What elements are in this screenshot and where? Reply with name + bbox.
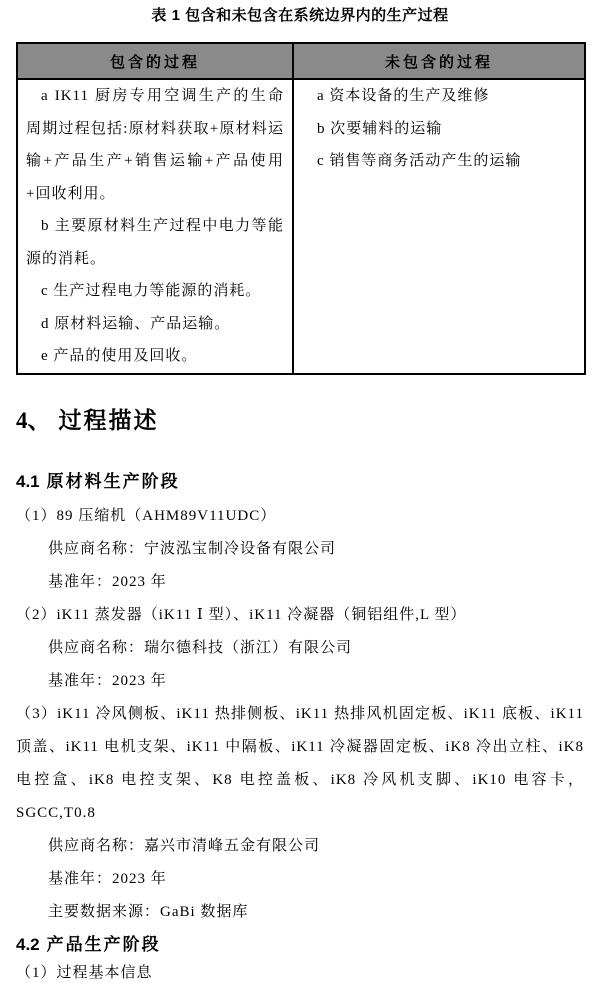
- document-page: [0, 6, 600, 990]
- included-item-d: d 原材料运输、产品运输。: [41, 315, 231, 332]
- header-excluded-processes: 未包含的过程: [293, 43, 585, 79]
- section-4-1-number: 4.1: [16, 471, 40, 491]
- table-header-row: [17, 43, 585, 79]
- cell-included-processes: [17, 79, 293, 374]
- included-item-e: e 产品的使用及回收。: [41, 348, 198, 364]
- table-body-row: [17, 79, 585, 374]
- raw-material-item-2-head: （2）iK11 蒸发器（iK11 Ⅰ 型）、iK11 冷凝器（铜铝组件,L 型）: [16, 606, 467, 623]
- product-stage-item-1-head: （1）过程基本信息: [16, 964, 153, 981]
- header-included-processes: 包含的过程: [17, 43, 293, 79]
- raw-material-item-1-supplier: 供应商名称：宁波泓宝制冷设备有限公司: [48, 540, 337, 557]
- raw-material-item-1-head: （1）89 压缩机（AHM89V11UDC）: [16, 507, 277, 524]
- raw-material-data-source: 主要数据来源：GaBi 数据库: [48, 903, 249, 920]
- section-4-2-heading: [16, 933, 584, 957]
- raw-material-item-3-head: （3）iK11 冷风侧板、iK11 热排侧板、iK11 热排风机固定板、iK11 底板、iK11 顶盖、iK11 电机支架、iK11 中隔板、iK11 冷凝器固定板、iK8 冷出立柱、iK8 电控盒、iK8 电控支架、K8 电控盖板、iK8 冷风机支脚、iK10 电容卡，SGCC,T0.8: [16, 705, 584, 821]
- included-item-b: b 主要原材料生产过程中电力等能源的消耗。: [26, 218, 284, 267]
- included-item-a: a IK11 厨房专用空调生产的生命周期过程包括:原材料获取+原材料运输+产品生产+销售运输+产品使用+回收利用。: [26, 88, 284, 202]
- table-caption: 表 1 包含和未包含在系统边界内的生产过程: [151, 7, 449, 24]
- raw-material-item-3-supplier: 供应商名称：嘉兴市清峰五金有限公司: [48, 837, 321, 854]
- section-4-title: 过程描述: [58, 406, 159, 433]
- section-4-2-number: 4.2: [16, 934, 40, 954]
- section-4-heading: [16, 405, 584, 436]
- raw-material-item-2-supplier: 供应商名称：瑞尔德科技（浙江）有限公司: [48, 639, 353, 656]
- included-item-c: c 生产过程电力等能源的消耗。: [41, 283, 262, 299]
- section-4-number: 4、: [16, 407, 51, 433]
- section-4-1-title: 原材料生产阶段: [46, 471, 180, 491]
- raw-material-item-1-base-year: 基准年：2023 年: [48, 573, 167, 590]
- raw-material-item-3-base-year: 基准年：2023 年: [48, 870, 167, 887]
- cell-excluded-processes: [293, 79, 585, 374]
- system-boundary-table: [16, 42, 586, 375]
- raw-material-item-2-base-year: 基准年：2023 年: [48, 672, 167, 689]
- excluded-item-a: a 资本设备的生产及维修: [317, 88, 490, 104]
- excluded-item-c: c 销售等商务活动产生的运输: [317, 153, 522, 169]
- section-4-2-title: 产品生产阶段: [46, 934, 161, 954]
- section-4-1-heading: [16, 470, 584, 494]
- excluded-item-b: b 次要辅料的运输: [317, 120, 443, 137]
